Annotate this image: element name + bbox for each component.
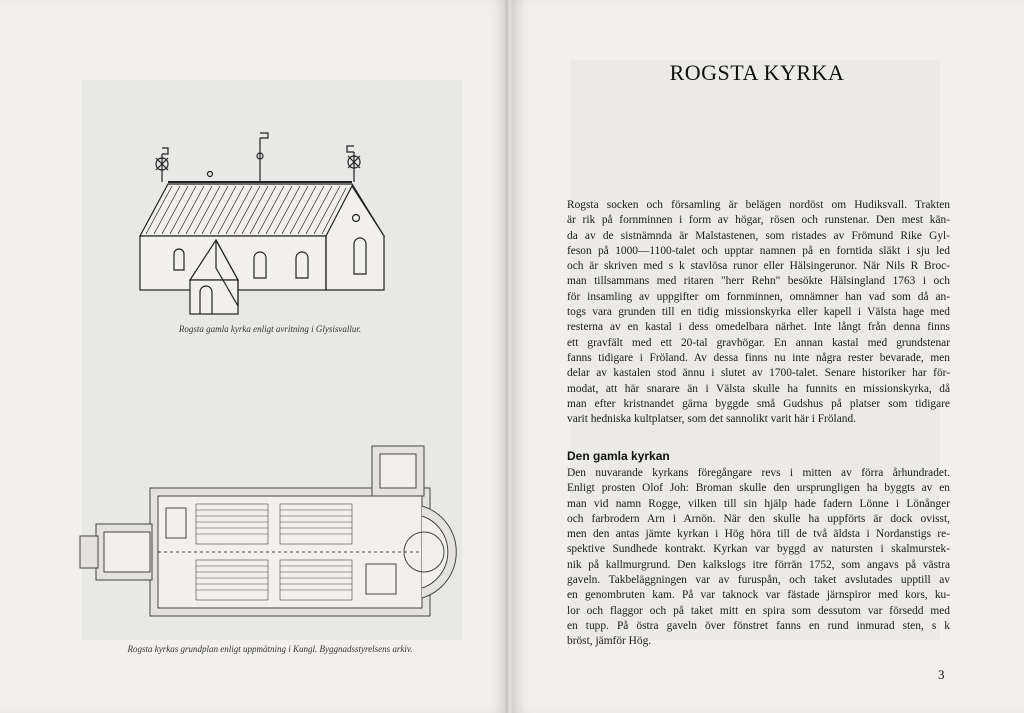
paragraph-intro: [567, 198, 950, 427]
figure1-caption: Rogsta gamla kyrka enligt avritning i Glysisvallur.: [178, 324, 362, 334]
text-line: varit hedniska kultplatser, som det sannolikt varit här i Fröland.: [567, 413, 856, 426]
text-line: Rogsta socken och församling är belägen nordöst om Hudiksvall. Trakten: [567, 199, 950, 211]
text-line: feson på 1000—1100-talet och upptar namnen på en forntida släkt i sju led: [567, 244, 950, 257]
text-line: och är skriven med s k stavlösa runor eller Hälsingerunor. När Nils R Broc-: [567, 260, 950, 273]
text-line: ett gravfält med ett 20-tal gravhögar. En annan kastal med grundstenar: [567, 336, 950, 349]
text-line: man tillsammans med ritaren "herr Rehn" besökte Hälsingland 1763 i och: [567, 275, 950, 288]
text-line: man vid namn Rogge, vilken till sin hjälp hade fadern Lönne i Lönånger: [567, 497, 950, 510]
text-line: men den antas jämte kyrkan i Hög höra till de två äldsta i Nordanstigs re-: [567, 528, 950, 541]
text-line: man efter kristnandet gärna byggde små Gudshus på platser som tidigare: [567, 397, 950, 410]
page-number: 3: [938, 667, 945, 682]
text-line: en genombruten kam. På var taknock var fästade järnspiror med kors, ku-: [567, 589, 950, 602]
church-floor-plan-drawing: [76, 444, 460, 634]
section-heading: Den gamla kyrkan: [567, 449, 670, 463]
text-line: och farbrodern Arn i Arnön. När den skulle ha uppförts är dock ovisst,: [567, 512, 950, 525]
text-line: fanns tidigare i Fröland. Av dessa finns nu inte några rester bevarade, men: [567, 351, 950, 364]
text-line: da av de sistnämnda är Malstastenen, som ristades av Frömund Rike Gyl-: [567, 229, 950, 242]
text-line: modat, att här snarare än i Välsta skulle ha funnits en missionskyrka, då: [567, 382, 950, 395]
text-line: nik på kallmurgrund. Den kalkslogs itre förrän 1752, som angavs på västra: [567, 558, 950, 571]
text-line: gaveln. Takbeläggningen var av furuspån, och taket avslutades upptill av: [567, 574, 950, 587]
text-line: delar av kastalen stod ännu i slutet av 1700-talet. Senare historiker har för-: [567, 367, 950, 380]
page-title: ROGSTA KYRKA: [669, 60, 845, 85]
church-elevation-drawing: [134, 130, 396, 318]
text-line: spektive Sundhede kontrakt. Kyrkan var byggd av natursten i skalmurstek-: [567, 543, 950, 556]
text-line: bröst, jämför Hög.: [567, 635, 652, 648]
text-line: togs vara grunden till en tidig missionskyrka eller kapell i Välsta hage med: [567, 306, 950, 319]
paragraph-old-church: [567, 466, 950, 650]
text-line: är rik på fornminnen i form av högar, rösen och runstenar. Den mest kän-: [567, 214, 950, 227]
figure2-caption: Rogsta kyrkas grundplan enligt uppmätning i Kungl. Byggnadsstyrelsens arkiv.: [127, 644, 413, 654]
text-line: resterna av en kastal i dess omedelbara närhet. Inte långt från denna finns: [567, 321, 950, 334]
left-page: [0, 0, 508, 713]
text-line: en tupp. På östra gaveln över fönstret fanns en rund inmurad sten, s k: [567, 619, 950, 632]
text-line: lor och flaggor och på taket mitt en spira som dessutom var försedd med: [567, 604, 950, 617]
text-line: för insamling av uppgifter om fornminnen, omnämner han vad som då an-: [567, 290, 950, 303]
text-line: Enligt prosten Olof Joh: Broman skulle den ursprungligen ha byggts av en: [567, 482, 950, 495]
text-line: Den nuvarande kyrkans föregångare revs i mitten av förra århundradet.: [567, 467, 950, 479]
